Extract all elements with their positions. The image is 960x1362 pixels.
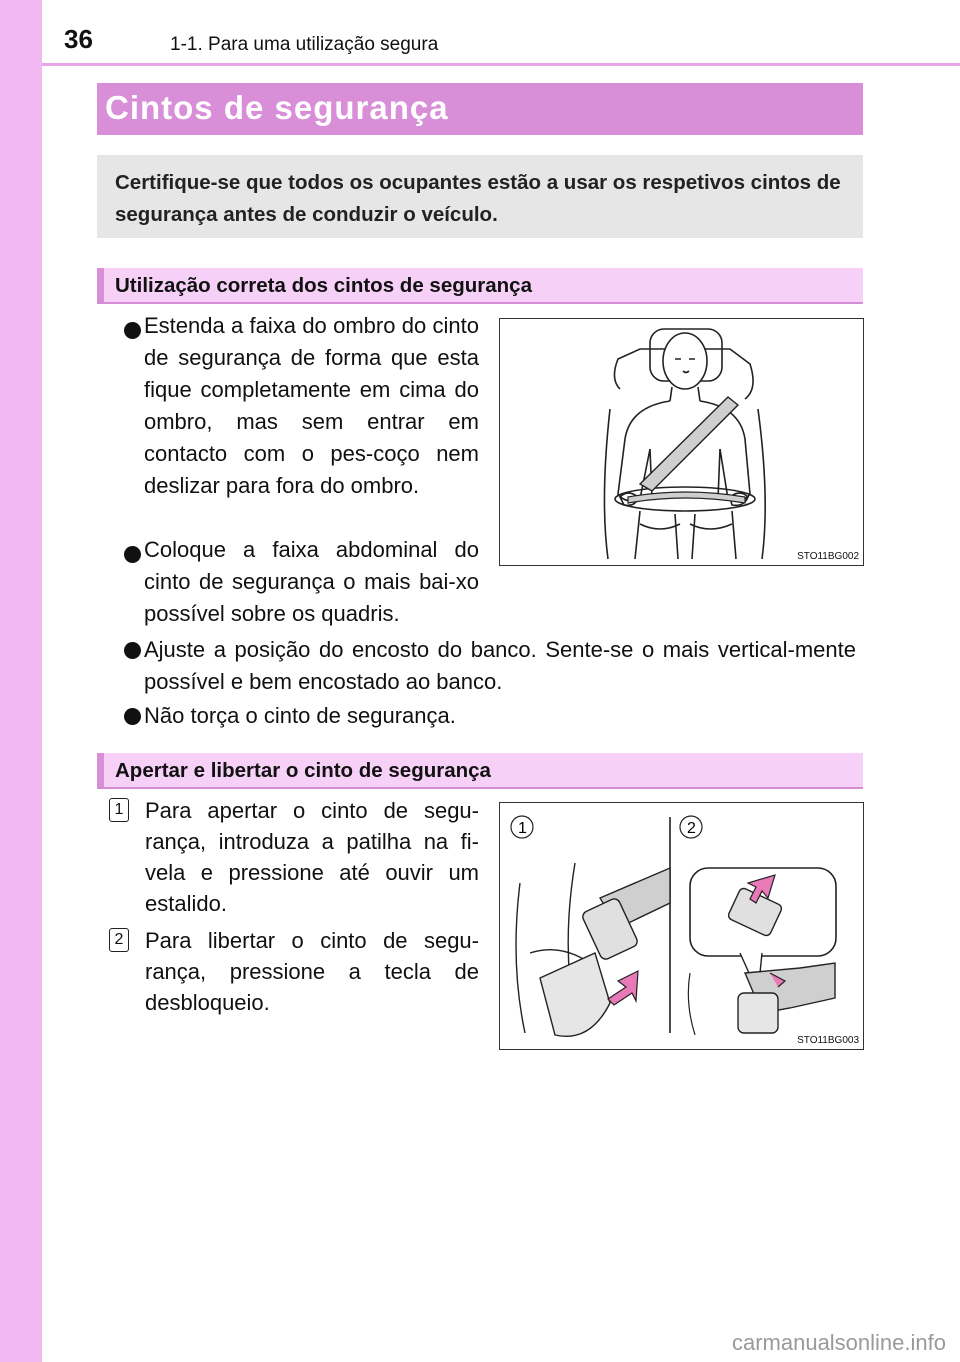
subhead-correct-use bbox=[97, 268, 863, 304]
bullet-icon bbox=[124, 708, 141, 725]
title-bar bbox=[97, 83, 863, 135]
intro-box bbox=[97, 155, 863, 238]
bullet-icon bbox=[124, 642, 141, 659]
watermark: carmanualsonline.info bbox=[731, 1330, 946, 1355]
bullet-icon bbox=[124, 546, 141, 563]
step-number-badge: 1 bbox=[109, 798, 129, 822]
section-label: 1-1. Para uma utilização segura bbox=[170, 34, 439, 55]
header-rule bbox=[42, 63, 960, 66]
subhead-fasten bbox=[97, 753, 863, 789]
bullet-seat-back: Ajuste a posição do encosto do banco. Sente-se o mais vertical-mente possível e bem encostado ao banco. bbox=[144, 637, 856, 694]
figure-label-1: 1 bbox=[518, 820, 527, 837]
page-title: Cintos de segurança bbox=[105, 89, 449, 126]
subhead-accent bbox=[97, 268, 104, 302]
step-number-badge: 2 bbox=[109, 928, 129, 952]
seated-occupant-illustration bbox=[500, 319, 863, 565]
figure-seated-occupant bbox=[499, 318, 864, 566]
bullet-no-twist: Não torça o cinto de segurança. bbox=[144, 703, 456, 728]
step-fasten-text: Para apertar o cinto de segu-rança, introduza a patilha na fi-vela e pressione até ouvir um estalido. bbox=[145, 798, 479, 916]
figure-label-2: 2 bbox=[687, 820, 696, 837]
bullet-lap-belt: Coloque a faixa abdominal do cinto de segurança o mais bai-xo possível sobre os quadris. bbox=[144, 537, 479, 626]
page-number: 36 bbox=[64, 24, 93, 54]
bullet-icon bbox=[124, 322, 141, 339]
side-tab-strip bbox=[0, 0, 42, 1362]
figure-code: STO11BG002 bbox=[797, 551, 859, 562]
buckle-illustration bbox=[500, 803, 863, 1049]
subhead-fasten-text: Apertar e libertar o cinto de segurança bbox=[115, 759, 491, 782]
figure-buckle bbox=[499, 802, 864, 1050]
step-release-text: Para libertar o cinto de segu-rança, pressione a tecla de desbloqueio. bbox=[145, 928, 479, 1015]
subhead-correct-use-text: Utilização correta dos cintos de segurança bbox=[115, 274, 532, 297]
intro-text: Certifique-se que todos os ocupantes estão a usar os respetivos cintos de segurança antes de conduzir o veículo. bbox=[115, 171, 841, 226]
bullet-shoulder-belt: Estenda a faixa do ombro do cinto de segurança de forma que esta fique completamente em cima do ombro, mas sem entrar em contacto com o pes-coço nem deslizar para fora do ombro. bbox=[144, 313, 479, 498]
figure-code: STO11BG003 bbox=[797, 1035, 859, 1046]
subhead-accent bbox=[97, 753, 104, 787]
